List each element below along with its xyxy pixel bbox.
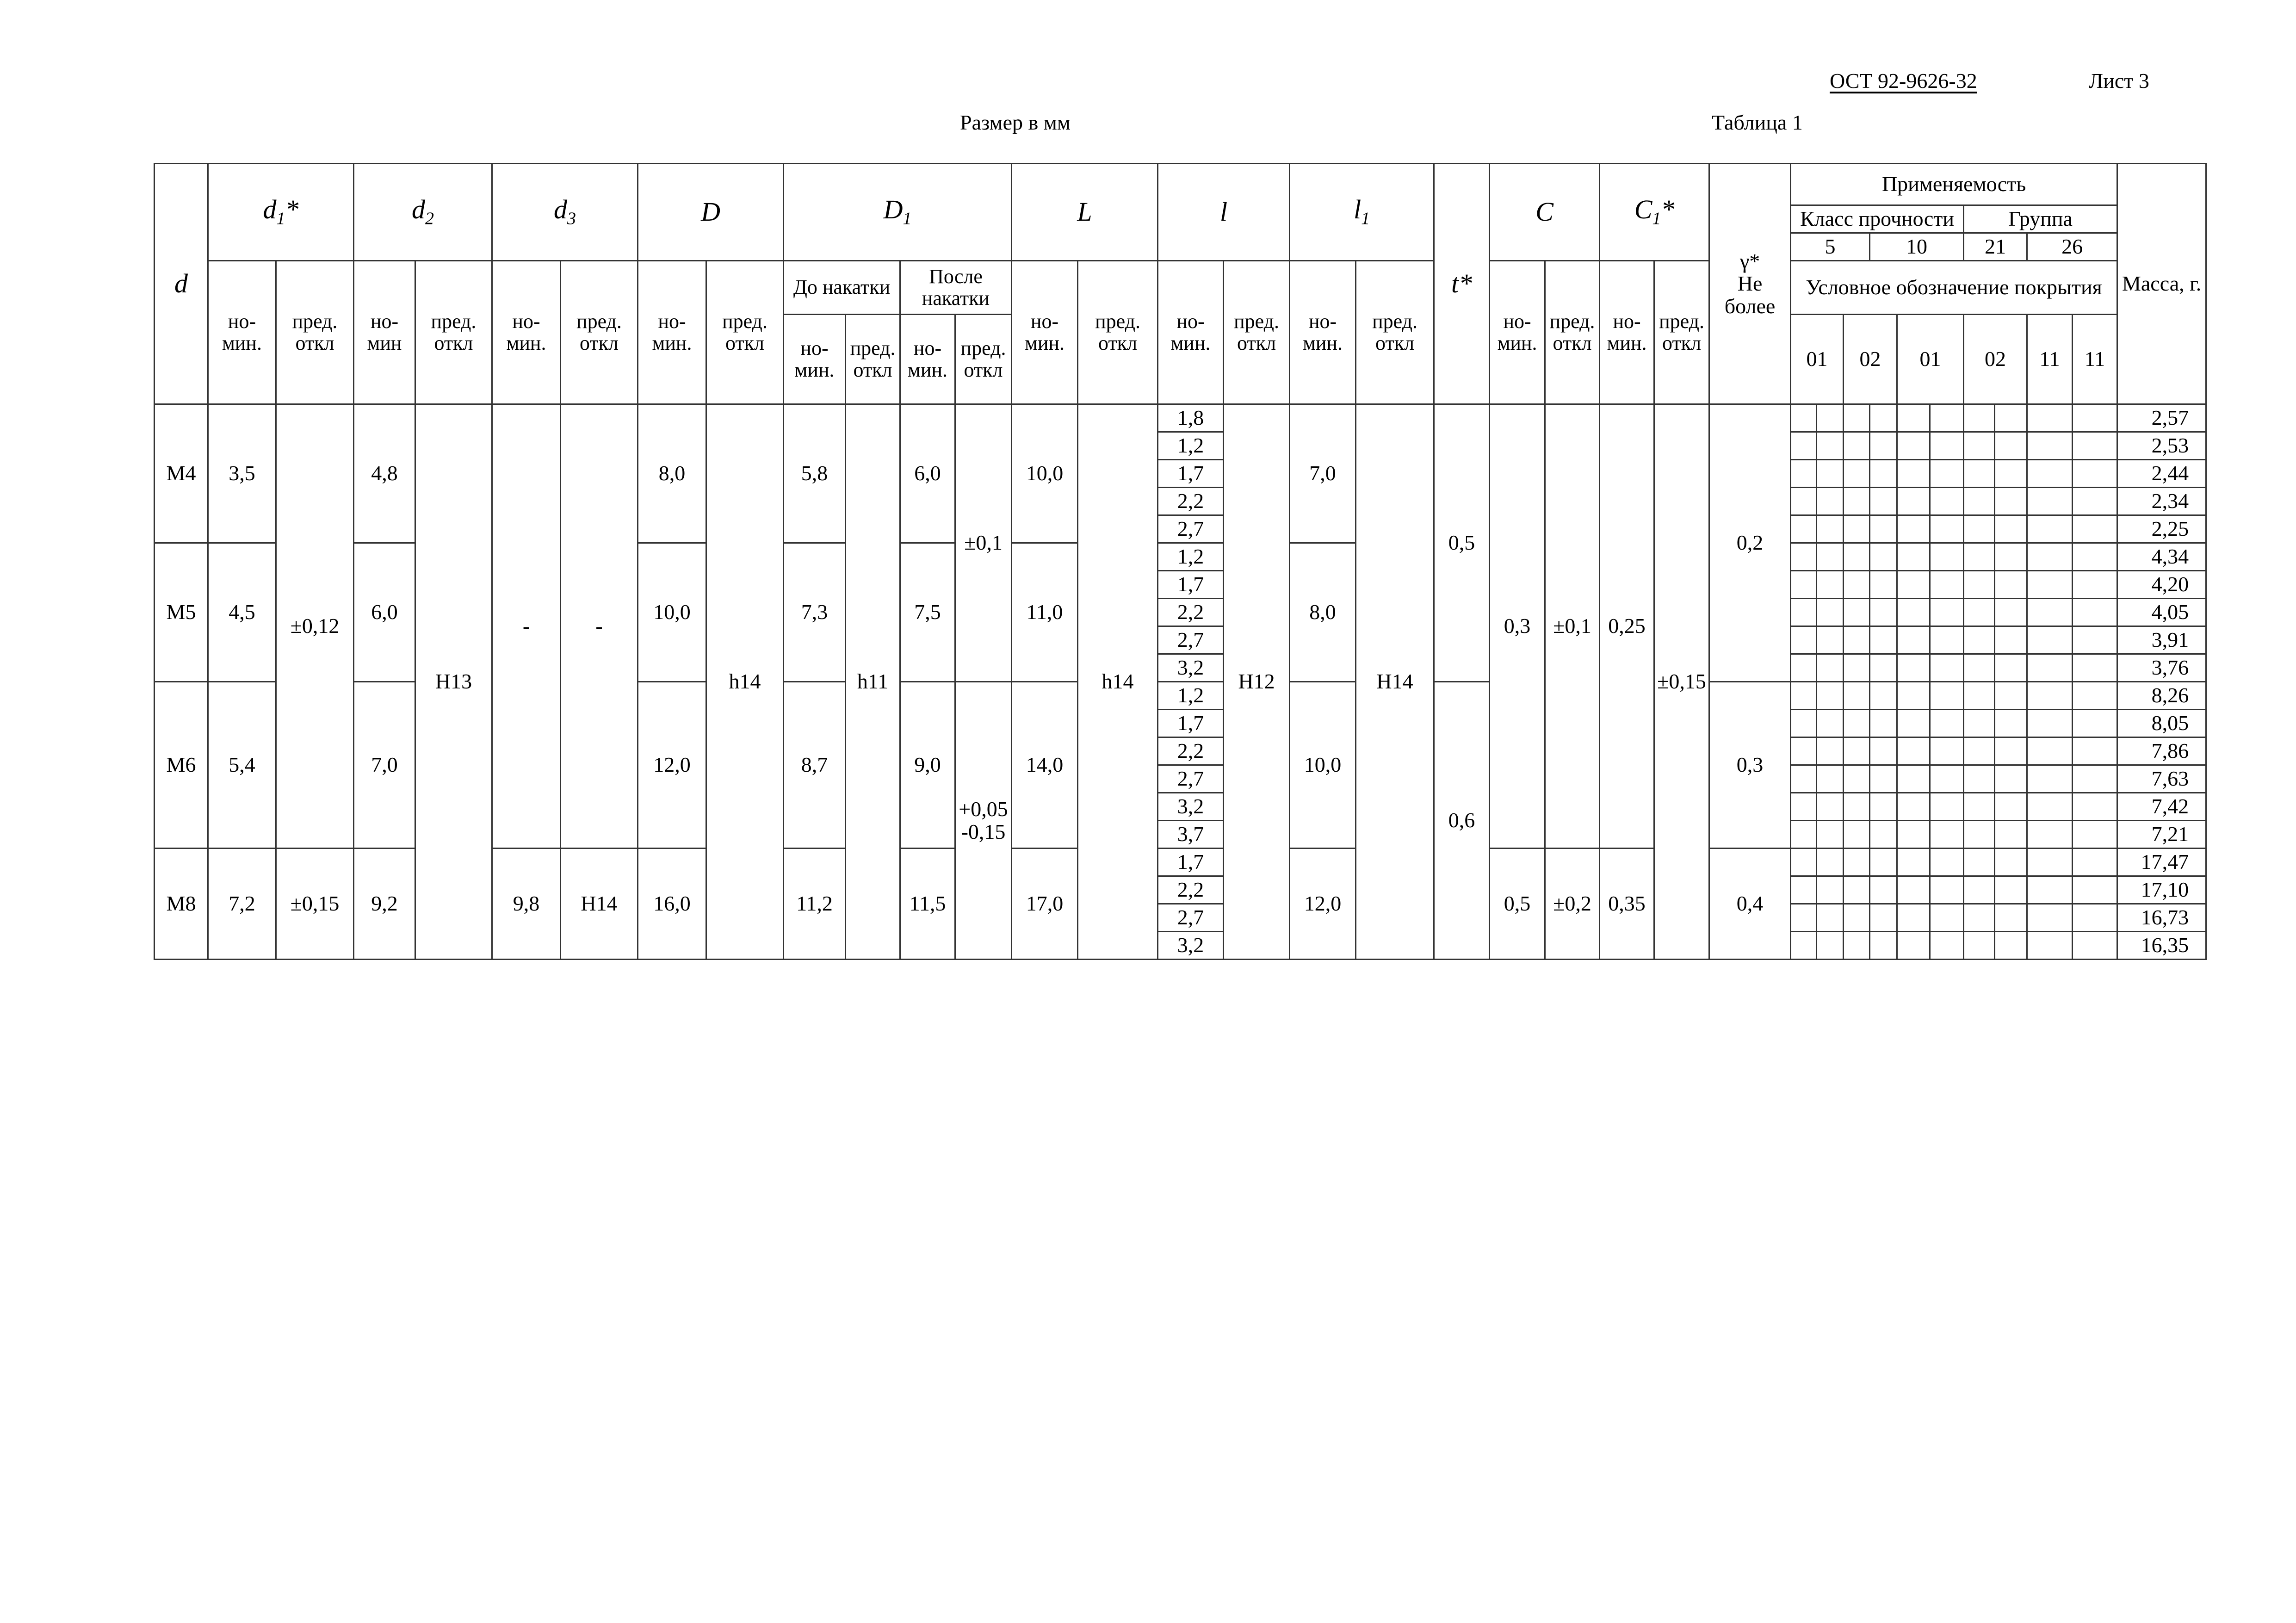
mass-value: 4,05 bbox=[2117, 599, 2206, 626]
gamma-value: 0,3 bbox=[1709, 682, 1791, 849]
mass-value: 2,57 bbox=[2117, 404, 2206, 432]
l-value: 1,7 bbox=[1158, 710, 1224, 737]
D1-after-value: 11,5 bbox=[900, 849, 955, 960]
col-l: l bbox=[1158, 164, 1290, 261]
col-l1: $l_1$ bbox=[1290, 164, 1434, 261]
l-value: 2,7 bbox=[1158, 765, 1224, 793]
thread-m8: М8 bbox=[155, 849, 208, 960]
l-value: 3,7 bbox=[1158, 821, 1224, 849]
l1-value: 7,0 bbox=[1290, 404, 1356, 543]
l-value: 3,2 bbox=[1158, 654, 1224, 682]
l-value: 2,2 bbox=[1158, 876, 1224, 904]
col-C1: $C_1*$ bbox=[1600, 164, 1709, 261]
t-value: 0,5 bbox=[1434, 404, 1490, 682]
l-value: 1,8 bbox=[1158, 404, 1224, 432]
thread-m4: М4 bbox=[155, 404, 208, 543]
d1-value: 3,5 bbox=[208, 404, 276, 543]
l1-dev-header: пред. откл bbox=[1356, 261, 1434, 404]
C1-value: 0,35 bbox=[1600, 849, 1654, 960]
d2-value: 6,0 bbox=[354, 543, 415, 682]
C-nom-header: но- мин. bbox=[1490, 261, 1545, 404]
d1-value: 7,2 bbox=[208, 849, 276, 960]
l1-value: 10,0 bbox=[1290, 682, 1356, 849]
C-value: 0,5 bbox=[1490, 849, 1545, 960]
D-value: 8,0 bbox=[638, 404, 706, 543]
L-dev-header: пред. откл bbox=[1078, 261, 1158, 404]
C1-value: 0,25 bbox=[1600, 404, 1654, 849]
col-applicability: Применяемость bbox=[1791, 164, 2117, 205]
l-value: 2,2 bbox=[1158, 599, 1224, 626]
col-d1: $d_1*$ bbox=[208, 164, 354, 261]
col-d3: $d_3$ bbox=[492, 164, 638, 261]
l-value: 1,7 bbox=[1158, 849, 1224, 876]
group-26: 26 bbox=[2027, 233, 2117, 261]
l-value: 3,2 bbox=[1158, 932, 1224, 960]
L-nom-header: но- мин. bbox=[1012, 261, 1078, 404]
col-D: D bbox=[638, 164, 784, 261]
l-value: 1,7 bbox=[1158, 460, 1224, 488]
gamma-value: 0,4 bbox=[1709, 849, 1791, 960]
col-L: L bbox=[1012, 164, 1158, 261]
col-t: t* bbox=[1434, 164, 1490, 404]
mass-value: 4,20 bbox=[2117, 571, 2206, 599]
coat-code-02-b: 02 bbox=[1964, 315, 2027, 404]
col-D1: $D_1$ bbox=[784, 164, 1012, 261]
mass-value: 17,10 bbox=[2117, 876, 2206, 904]
C1-dev-header: пред. откл bbox=[1654, 261, 1709, 404]
mass-value: 7,63 bbox=[2117, 765, 2206, 793]
L-value: 11,0 bbox=[1012, 543, 1078, 682]
D1-before-value: 11,2 bbox=[784, 849, 846, 960]
mass-value: 7,86 bbox=[2117, 737, 2206, 765]
D1-before-deviation: h11 bbox=[846, 404, 900, 960]
l1-value: 8,0 bbox=[1290, 543, 1356, 682]
l-value: 2,2 bbox=[1158, 737, 1224, 765]
mass-value: 2,34 bbox=[2117, 488, 2206, 515]
D-dev-header: пред. откл bbox=[706, 261, 784, 404]
coat-code-01: 01 bbox=[1791, 315, 1844, 404]
D1-before-value: 8,7 bbox=[784, 682, 846, 849]
units-caption: Размер в мм bbox=[960, 111, 1071, 134]
mass-value: 4,34 bbox=[2117, 543, 2206, 571]
thread-m6: М6 bbox=[155, 682, 208, 849]
mass-value: 3,76 bbox=[2117, 654, 2206, 682]
d3-deviation: - bbox=[561, 404, 638, 849]
D1-after-deviation: +0,05 -0,15 bbox=[955, 682, 1012, 960]
d3-nom-header: но- мин. bbox=[492, 261, 561, 404]
mass-value: 7,42 bbox=[2117, 793, 2206, 821]
mass-value: 17,47 bbox=[2117, 849, 2206, 876]
mass-value: 2,25 bbox=[2117, 515, 2206, 543]
l-value: 1,2 bbox=[1158, 543, 1224, 571]
col-gamma: γ* Не более bbox=[1709, 164, 1791, 404]
D1-before-value: 5,8 bbox=[784, 404, 846, 543]
l1-deviation: H14 bbox=[1356, 404, 1434, 960]
l1-nom-header: но- мин. bbox=[1290, 261, 1356, 404]
coat-code-02: 02 bbox=[1844, 315, 1897, 404]
D1-before-roll-header: До накатки bbox=[784, 261, 900, 315]
coat-code-11: 11 bbox=[2027, 315, 2073, 404]
D1-after-nom-header: но- мин. bbox=[900, 315, 955, 404]
d1-dev-header: пред. откл bbox=[276, 261, 354, 404]
D-value: 10,0 bbox=[638, 543, 706, 682]
D-deviation: h14 bbox=[706, 404, 784, 960]
col-C: C bbox=[1490, 164, 1600, 261]
C1-deviation: ±0,15 bbox=[1654, 404, 1709, 960]
mass-value: 2,44 bbox=[2117, 460, 2206, 488]
L-deviation: h14 bbox=[1078, 404, 1158, 960]
l1-value: 12,0 bbox=[1290, 849, 1356, 960]
group-21: 21 bbox=[1964, 233, 2027, 261]
d3-dev-header: пред. откл bbox=[561, 261, 638, 404]
d2-deviation: H13 bbox=[415, 404, 492, 960]
D1-before-dev-header: пред. откл bbox=[846, 315, 900, 404]
D-value: 12,0 bbox=[638, 682, 706, 849]
d2-value: 9,2 bbox=[354, 849, 415, 960]
D1-after-roll-header: После накатки bbox=[900, 261, 1012, 315]
d3-value: - bbox=[492, 404, 561, 849]
gamma-value: 0,2 bbox=[1709, 404, 1791, 682]
t-value: 0,6 bbox=[1434, 682, 1490, 960]
L-value: 14,0 bbox=[1012, 682, 1078, 849]
L-value: 17,0 bbox=[1012, 849, 1078, 960]
d1-value: 4,5 bbox=[208, 543, 276, 682]
l-value: 1,7 bbox=[1158, 571, 1224, 599]
spec-table bbox=[154, 163, 2207, 960]
D-value: 16,0 bbox=[638, 849, 706, 960]
mass-value: 2,53 bbox=[2117, 432, 2206, 460]
mass-value: 16,73 bbox=[2117, 904, 2206, 932]
col-mass: Масса, г. bbox=[2117, 164, 2206, 404]
l-value: 1,2 bbox=[1158, 432, 1224, 460]
D-nom-header: но- мин. bbox=[638, 261, 706, 404]
class-10: 10 bbox=[1870, 233, 1964, 261]
l-nom-header: но- мин. bbox=[1158, 261, 1224, 404]
group-header: Группа bbox=[1964, 205, 2117, 233]
col-d: d bbox=[155, 164, 208, 404]
thread-m5: М5 bbox=[155, 543, 208, 682]
d2-dev-header: пред. откл bbox=[415, 261, 492, 404]
strength-class-header: Класс прочности bbox=[1791, 205, 1964, 233]
coat-code-11-b: 11 bbox=[2073, 315, 2117, 404]
d1-value: 5,4 bbox=[208, 682, 276, 849]
mass-value: 7,21 bbox=[2117, 821, 2206, 849]
d2-value: 7,0 bbox=[354, 682, 415, 849]
d1-deviation: ±0,12 bbox=[276, 404, 354, 849]
sheet-number: Лист 3 bbox=[2089, 69, 2149, 93]
d3-value: 9,8 bbox=[492, 849, 561, 960]
D1-before-value: 7,3 bbox=[784, 543, 846, 682]
D1-after-deviation: ±0,1 bbox=[955, 404, 1012, 682]
L-value: 10,0 bbox=[1012, 404, 1078, 543]
D1-after-value: 9,0 bbox=[900, 682, 955, 849]
d1-nom-header: но- мин. bbox=[208, 261, 276, 404]
C-deviation: ±0,2 bbox=[1545, 849, 1600, 960]
mass-value: 8,05 bbox=[2117, 710, 2206, 737]
l-value: 3,2 bbox=[1158, 793, 1224, 821]
l-dev-header: пред. откл bbox=[1224, 261, 1290, 404]
class-5: 5 bbox=[1791, 233, 1870, 261]
document-code: ОСТ 92-9626-32 bbox=[1830, 69, 1977, 93]
C1-nom-header: но- мин. bbox=[1600, 261, 1654, 404]
l-value: 2,7 bbox=[1158, 904, 1224, 932]
mass-value: 3,91 bbox=[2117, 626, 2206, 654]
D1-before-nom-header: но- мин. bbox=[784, 315, 846, 404]
C-deviation: ±0,1 bbox=[1545, 404, 1600, 849]
l-value: 2,7 bbox=[1158, 626, 1224, 654]
d2-value: 4,8 bbox=[354, 404, 415, 543]
C-value: 0,3 bbox=[1490, 404, 1545, 849]
l-value: 1,2 bbox=[1158, 682, 1224, 710]
col-d2: $d_2$ bbox=[354, 164, 492, 261]
D1-after-value: 7,5 bbox=[900, 543, 955, 682]
d1-deviation: ±0,15 bbox=[276, 849, 354, 960]
l-value: 2,2 bbox=[1158, 488, 1224, 515]
coat-code-01-b: 01 bbox=[1897, 315, 1964, 404]
C-dev-header: пред. откл bbox=[1545, 261, 1600, 404]
mass-value: 16,35 bbox=[2117, 932, 2206, 960]
mass-value: 8,26 bbox=[2117, 682, 2206, 710]
D1-after-dev-header: пред. откл bbox=[955, 315, 1012, 404]
D1-after-value: 6,0 bbox=[900, 404, 955, 543]
table-number: Таблица 1 bbox=[1712, 111, 1803, 134]
d2-nom-header: но- мин bbox=[354, 261, 415, 404]
l-value: 2,7 bbox=[1158, 515, 1224, 543]
coating-header: Условное обозначение покрытия bbox=[1791, 261, 2117, 315]
l-deviation: H12 bbox=[1224, 404, 1290, 960]
d3-deviation: H14 bbox=[561, 849, 638, 960]
